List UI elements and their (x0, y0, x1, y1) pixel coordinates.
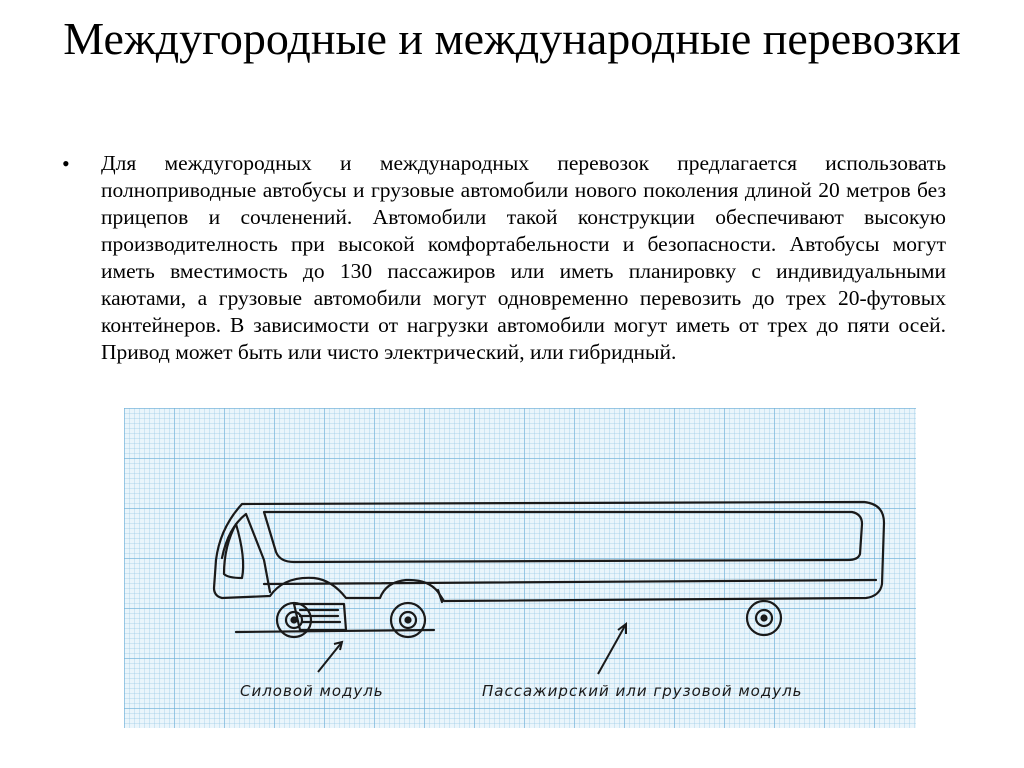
arrow-passenger-module (598, 624, 626, 674)
cab-window (224, 524, 243, 578)
wheel-rear (747, 601, 781, 635)
bullet-text: Для междугородных и международных перевозок предлагается использовать полноприводные автобусы и грузовые автомобили нового поколения длиной 20 метров без прицепов и сочленений. Автомобили такой конструкции обеспечивают высокую производителность при высокой комфортабельности и безопасности. Автобусы могут иметь вместимость до 130 пассажиров или иметь планировку с индивидуальными каютами, а грузовые автомобили могут одновременно перевозить до трех 20-футовых контейнеров. В зависимости от нагрузки автомобили могут иметь от трех до пяти осей. Привод может быть или чисто электрический, или гибридный. (101, 151, 946, 364)
arrow-power-module (318, 642, 342, 672)
bus-body-outline (214, 502, 884, 601)
windscreen (222, 514, 270, 592)
bus-sketch-drawing (124, 408, 916, 728)
chassis-line (236, 630, 434, 632)
label-passenger-module: Пассажирский или грузовой модуль (482, 682, 803, 700)
passenger-window (264, 512, 862, 562)
floor-line (264, 580, 876, 584)
wheel-middle (391, 603, 425, 637)
bus-sketch-figure (124, 408, 916, 728)
label-power-module: Силовой модуль (240, 682, 384, 700)
slide-title: Междугородные и международные перевозки (63, 13, 961, 64)
bullet-marker: • (62, 151, 70, 176)
